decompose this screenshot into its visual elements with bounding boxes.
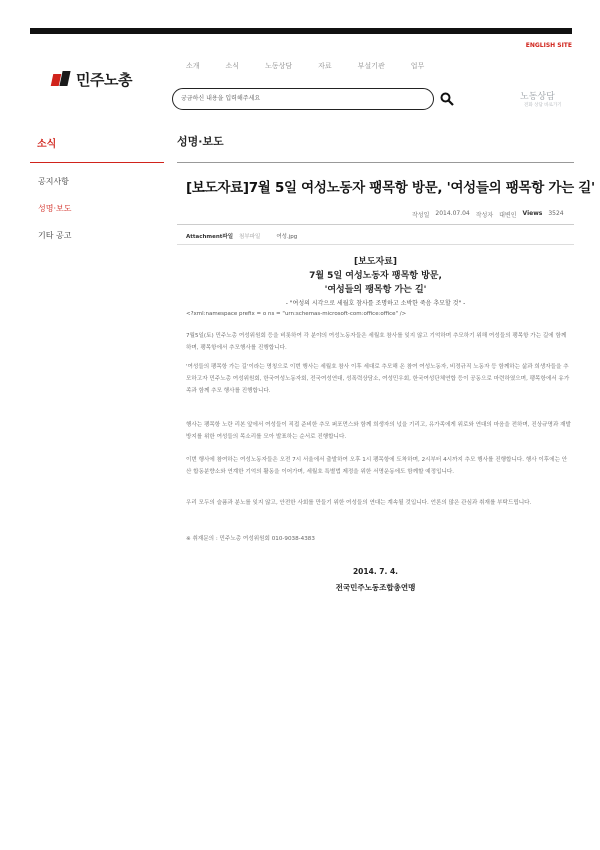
sidebar-menu xyxy=(38,176,71,257)
xml-namespace-text: <?xml:namespace prefix = o ns = "urn:schemas-microsoft-com:office:office" /> xyxy=(186,311,407,317)
body-heading-2: 7월 5일 여성노동자 팽목항 방문, xyxy=(309,271,442,281)
attachment-file-link[interactable]: 여성.jpg xyxy=(276,234,298,240)
sidebar-divider xyxy=(30,162,164,163)
date-value: 2014.07.04 xyxy=(435,210,470,217)
nav-item-materials[interactable]: 자료 xyxy=(318,62,332,70)
search-icon[interactable] xyxy=(440,92,454,106)
logo-text: 민주노총 xyxy=(76,70,132,89)
paragraph: 우리 모두의 슬픔과 분노를 잊지 않고, 안전한 사회를 만들기 위한 여성들의 연대는 계속될 것입니다. 언론의 많은 관심과 취재를 부탁드립니다. xyxy=(186,500,532,506)
sidebar-title: 소식 xyxy=(37,139,57,150)
sidebar-item-notice[interactable]: 공지사항 xyxy=(38,177,69,186)
sidebar-item-statements[interactable]: 성명·보도 xyxy=(38,204,72,213)
main-nav xyxy=(186,61,450,71)
attachment-sub: 첨부파일 xyxy=(239,234,261,240)
english-site-link[interactable]: ENGLISH SITE xyxy=(525,42,572,49)
body-subline: - "여성의 시각으로 세월호 참사를 조명하고 소박한 죽음 추모할 것" - xyxy=(285,300,466,307)
logo-icon xyxy=(52,71,72,87)
body-heading-3: '여성들의 팽목항 가는 길' xyxy=(324,285,427,295)
author-value: 대변인 xyxy=(499,212,517,219)
date-label: 작성일 xyxy=(412,212,430,219)
nav-item-counsel[interactable]: 노동상담 xyxy=(265,62,293,70)
body-heading: [보도자료] xyxy=(353,257,397,267)
top-bar xyxy=(30,28,572,34)
nav-item-news[interactable]: 소식 xyxy=(225,62,240,70)
nav-item-about[interactable]: 소개 xyxy=(186,62,200,70)
release-date: 2014. 7. 4. xyxy=(352,567,399,576)
author-label: 작성자 xyxy=(475,212,494,219)
nav-item-affiliates[interactable]: 부설기관 xyxy=(357,62,385,70)
logo[interactable] xyxy=(52,70,132,88)
views-value: 3524 xyxy=(548,210,564,217)
paragraph: 7월5일(토) 민주노총 여성위원회 등을 비롯하여 각 분야의 여성노동자들은 세월호 참사를 잊지 않고 기억하며 추모하기 위해 여성들의 팽목항 가는 길에 함께하며, 팽목항에서 추모행사를 진행합니다. xyxy=(186,333,567,351)
organization-name: 전국민주노동조합총연맹 xyxy=(335,583,416,592)
attachment-divider xyxy=(177,244,574,245)
sidebar-item-other[interactable]: 기타 공고 xyxy=(38,231,72,240)
paragraph: 행사는 팽목항 노란 리본 앞에서 여성들이 직접 준비한 추모 퍼포먼스와 함께 희생자의 넋을 기리고, 유가족에게 위로와 연대의 마음을 전하며, 진상규명과 재발 방지를 위한 여성들의 목소리를 모아 발표하는 순서로 진행합니다. xyxy=(186,422,571,440)
meta-divider xyxy=(177,224,574,225)
counsel-sub: 전화 상담 바로가기 xyxy=(524,103,562,108)
post-title: [보도자료]7월 5일 여성노동자 팽목항 방문, '여성들의 팽목항 가는 길' xyxy=(186,180,595,196)
attachment-label: Attachment파일 xyxy=(186,234,234,240)
views-label: Views xyxy=(522,210,543,217)
paragraph: '여성들의 팽목항 가는 길'이라는 명칭으로 이번 행사는 세월호 참사 이후 세대로 추모해 온 참여 여성노동자, 비정규직 노동자 등 함께하는 삶과 희생자들을 추모하고자 민주노총 여성위원회, 한국여성노동자회, 전국여성연대, 성폭력상담소, 여성민우회, 한국여성단체연합 등이 공동으로 마련하였으며, 팽목항에서 유가족과 함께 추모 행사를 진행합니다. xyxy=(186,364,570,394)
counsel-link[interactable]: 노동상담 xyxy=(520,92,555,102)
title-divider xyxy=(177,162,574,163)
post-meta xyxy=(412,210,564,219)
contact-info: ※ 취재문의 : 민주노총 여성위원회 010-9038-4383 xyxy=(186,536,315,542)
search-input[interactable]: 궁금하신 내용을 입력해주세요 xyxy=(172,88,434,110)
attachment-row xyxy=(186,232,297,240)
nav-item-work[interactable]: 업무 xyxy=(410,62,425,70)
page-title: 성명·보도 xyxy=(177,135,224,148)
paragraph: 이번 행사에 참여하는 여성노동자들은 오전 7시 서울에서 출발하여 오후 1시 팽목항에 도착하며, 2시부터 4시까지 추모 행사를 진행합니다. 행사 이후에는 안산 합동분향소와 연계한 기억의 활동을 이어가며, 세월호 특별법 제정을 위한 서명운동에도 함께할 예정입니다. xyxy=(186,457,568,475)
